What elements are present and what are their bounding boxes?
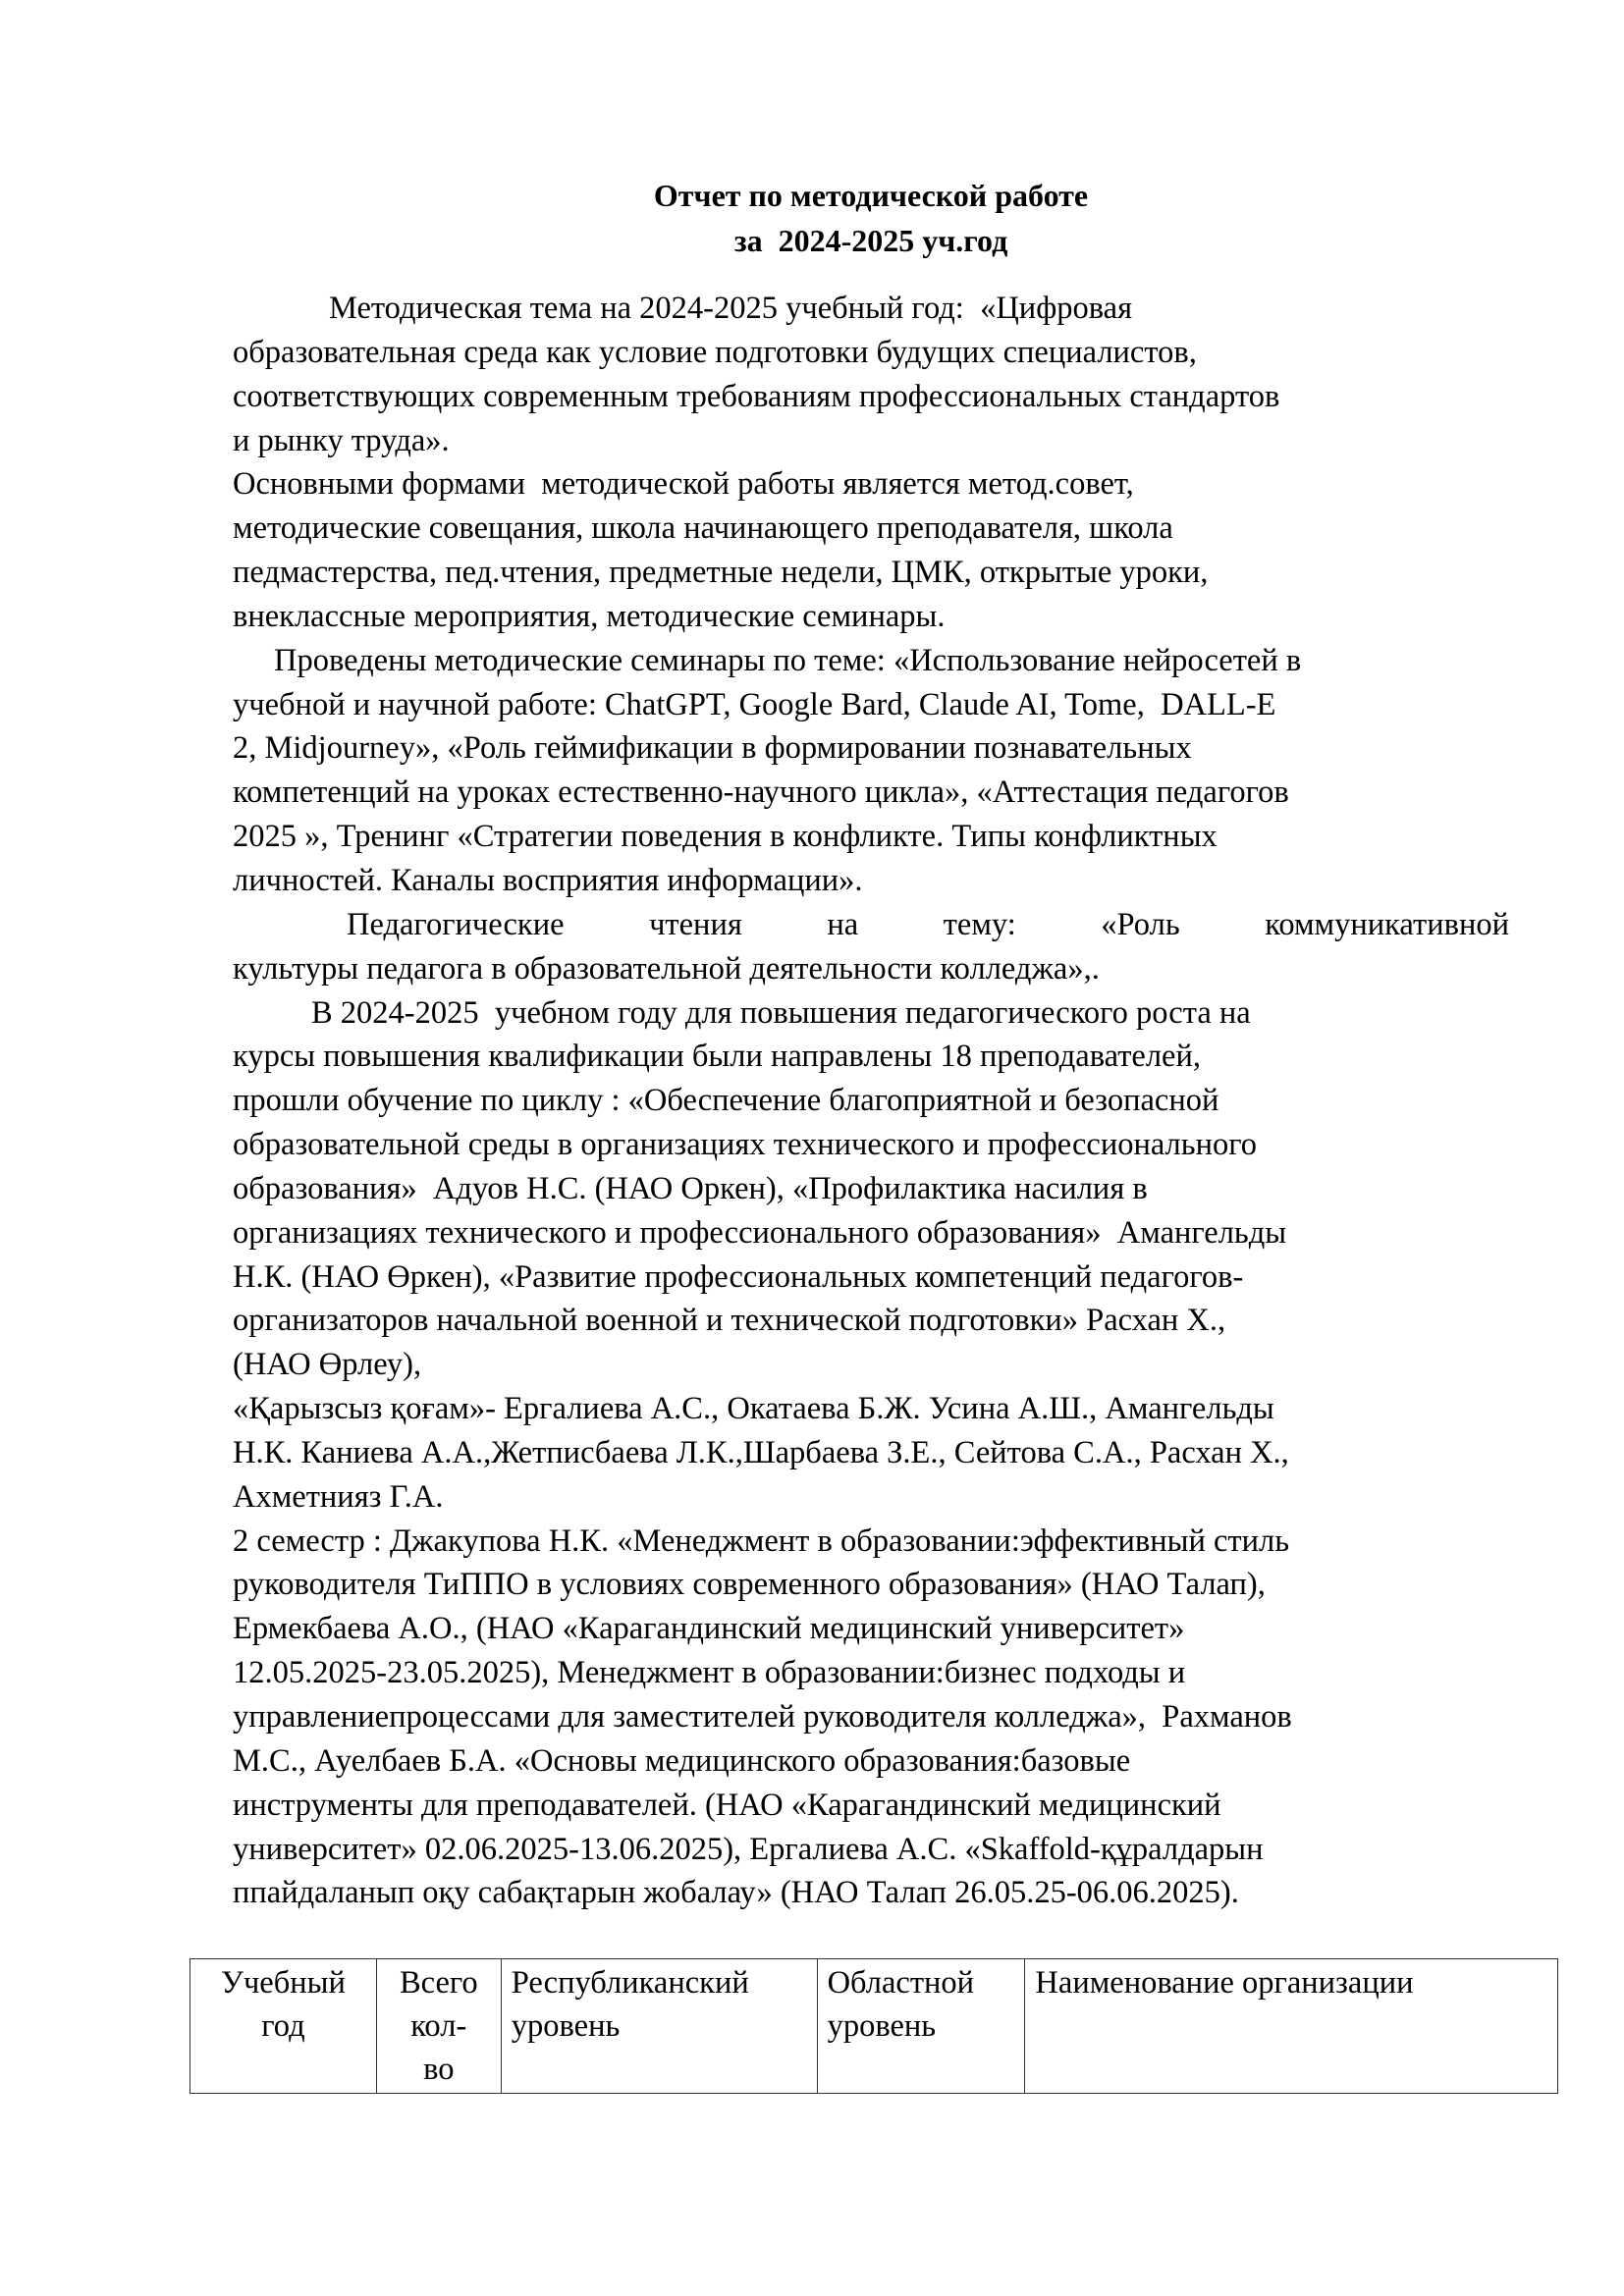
body-line: университет» 02.06.2025-13.06.2025), Ергалиева А.С. «Skaffold-құралдарын	[233, 1831, 1264, 1867]
word: «Роль	[1101, 906, 1180, 942]
body-line: методические совещания, школа начинающего преподавателя, школа	[233, 510, 1173, 547]
body-line: М.С., Ауелбаев Б.А. «Основы медицинского образования:базовые	[233, 1742, 1131, 1779]
body-line: инструменты для преподавателей. (НАО «Карагандинский медицинский	[233, 1787, 1221, 1823]
body-line: соответствующих современным требованиям профессиональных стандартов	[233, 378, 1280, 414]
body-line: Н.К. (НАО Өркен), «Развитие профессиональных компетенций педагогов-	[233, 1258, 1244, 1295]
body-line: Ахметнияз Г.А.	[233, 1478, 444, 1515]
body-line-justified	[233, 903, 1509, 947]
body-line: управлениепроцессами для заместителей руководителя колледжа», Рахманов	[233, 1699, 1292, 1735]
body-line: педмастерства, пед.чтения, предметные недели, ЦМК, открытые уроки,	[233, 555, 1209, 591]
body-line: «Қарызсыз қоғам»- Ергалиева А.С., Окатаева Б.Ж. Усина А.Ш., Амангельды	[233, 1391, 1274, 1427]
word: коммуникативной	[1265, 906, 1509, 942]
word: Педагогические	[347, 906, 565, 942]
report-body	[233, 287, 1509, 1915]
body-line: внеклассные мероприятия, методические семинары.	[233, 598, 946, 634]
training-levels-table	[189, 1958, 1558, 2094]
body-line: 2 семестр : Джакупова Н.К. «Менеджмент в образовании:эффективный стиль	[233, 1522, 1290, 1559]
body-line: курсы повышения квалификации были направлены 18 преподавателей,	[233, 1039, 1201, 1075]
body-line: культуры педагога в образовательной деятельности колледжа»,.	[233, 950, 1100, 987]
word: чтения	[649, 906, 742, 942]
header-academic-year: Учебный год	[190, 1959, 377, 2094]
body-line: Методическая тема на 2024-2025 учебный год: «Цифровая	[329, 291, 1133, 326]
body-line: учебной и научной работе: ChatGPT, Google Bard, Claude AI, Tome, DALL-E	[233, 686, 1276, 722]
body-line: 12.05.2025-23.05.2025), Менеджмент в образовании:бизнес подходы и	[233, 1655, 1186, 1691]
body-line: 2025 », Тренинг «Стратегии поведения в конфликте. Типы конфликтных	[233, 819, 1218, 855]
body-line: личностей. Каналы восприятия информации».	[233, 862, 863, 898]
word: тему:	[943, 906, 1016, 942]
body-line: образовательная среда как условие подготовки будущих специалистов,	[233, 334, 1197, 370]
body-line: В 2024-2025 учебном году для повышения педагогического роста на	[311, 994, 1251, 1031]
body-line: прошли обучение по циклу : «Обеспечение благоприятной и безопасной	[233, 1083, 1219, 1119]
document-title	[233, 173, 1509, 263]
body-line: руководителя ТиППО в условиях современного образования» (НАО Талап),	[233, 1567, 1266, 1603]
table-header-row	[190, 1959, 1558, 2094]
header-organization-name: Наименование организации	[1025, 1959, 1558, 2094]
header-regional-level: Областной уровень	[817, 1959, 1025, 2094]
body-line: Н.К. Каниева А.А.,Жетписбаева Л.К.,Шарбаева З.Е., Сейтова С.А., Расхан Х.,	[233, 1434, 1289, 1470]
body-line: организациях технического и профессионального образования» Амангельды	[233, 1214, 1287, 1251]
body-line: образования» Адуов Н.С. (НАО Оркен), «Профилактика насилия в	[233, 1170, 1148, 1206]
title-line-1: Отчет по методической работе	[653, 178, 1089, 213]
body-line: ппайдаланып оқу сабақтарын жобалау» (НАО Талап 26.05.25-06.06.2025).	[233, 1875, 1239, 1911]
body-line: Основными формами методической работы является метод.совет,	[233, 466, 1134, 503]
body-line: организаторов начальной военной и технической подготовки» Расхан Х.,	[233, 1303, 1226, 1339]
header-republican-level: Республиканский уровень	[501, 1959, 817, 2094]
body-line: (НАО Өрлеу),	[233, 1347, 422, 1383]
body-line: компетенций на уроках естественно-научного цикла», «Аттестация педагогов	[233, 774, 1289, 811]
body-line: Проведены методические семинары по теме: «Использование нейросетей в	[274, 642, 1302, 678]
body-line: образовательной среды в организациях технического и профессионального	[233, 1127, 1258, 1163]
header-total-count: Всего кол- во	[376, 1959, 501, 2094]
word: на	[827, 906, 859, 942]
body-line: и рынку труда».	[233, 422, 450, 458]
title-line-2: за 2024-2025 уч.год	[733, 223, 1008, 258]
body-line: 2, Midjourney», «Роль геймификации в формировании познавательных	[233, 730, 1192, 767]
body-line: Ермекбаева А.О., (НАО «Карагандинский медицинский университет»	[233, 1611, 1185, 1647]
